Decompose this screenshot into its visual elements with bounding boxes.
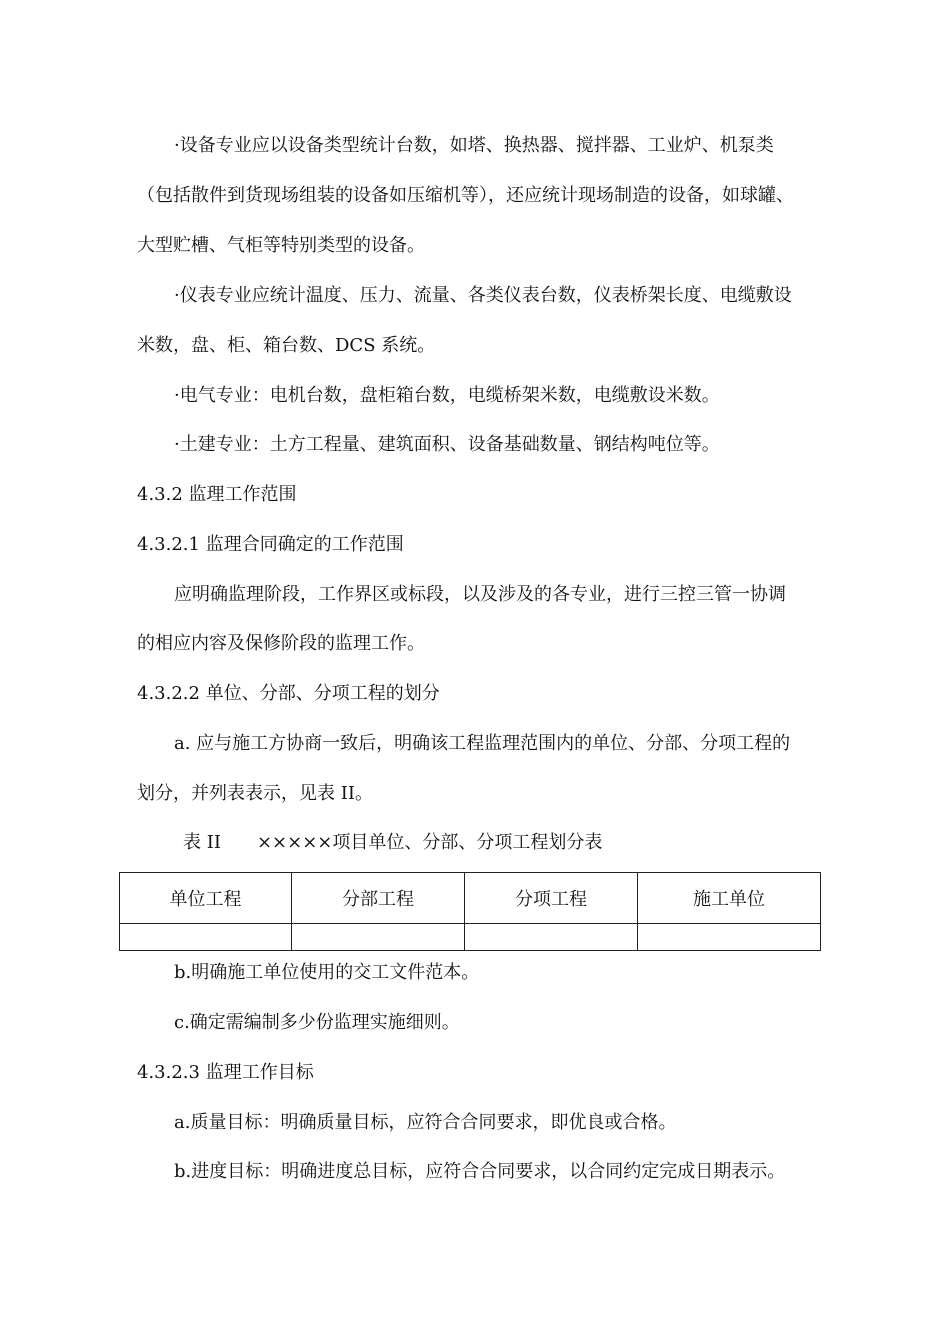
paragraph-instrument-line-1: ·仪表专业应统计温度、压力、流量、各类仪表台数，仪表桥架长度、电缆敷设 [174, 285, 792, 306]
heading-4-3-2-3: 4.3.2.3 监理工作目标 [137, 1062, 314, 1083]
paragraph-scope-line-2: 的相应内容及保修阶段的监理工作。 [137, 633, 425, 654]
heading-4-3-2-2: 4.3.2.2 单位、分部、分项工程的划分 [137, 683, 440, 704]
table-header-cell: 分项工程 [465, 873, 638, 924]
paragraph-electrical: ·电气专业：电机台数，盘柜箱台数，电缆桥架米数，电缆敷设米数。 [174, 385, 720, 406]
heading-4-3-2-1: 4.3.2.1 监理合同确定的工作范围 [137, 534, 404, 555]
paragraph-equipment-line-3: 大型贮槽、气柜等特别类型的设备。 [137, 235, 425, 256]
table-header-cell: 施工单位 [638, 873, 821, 924]
table-row [120, 924, 821, 951]
paragraph-civil: ·土建专业：土方工程量、建筑面积、设备基础数量、钢结构吨位等。 [174, 434, 720, 455]
table-cell [638, 924, 821, 951]
table-header-cell: 单位工程 [120, 873, 292, 924]
paragraph-handover-docs: b.明确施工单位使用的交工文件范本。 [174, 962, 480, 983]
paragraph-schedule-target: b.进度目标：明确进度总目标，应符合合同要求，以合同约定完成日期表示。 [174, 1161, 786, 1182]
paragraph-division-line-2: 划分，并列表表示，见表 II。 [137, 783, 373, 804]
table-cell [292, 924, 465, 951]
table-caption: 表 II ×××××项目单位、分部、分项工程划分表 [183, 832, 603, 853]
paragraph-quality-target: a.质量目标：明确质量目标，应符合合同要求，即优良或合格。 [174, 1112, 677, 1133]
division-table [119, 872, 821, 951]
paragraph-scope-line-1: 应明确监理阶段，工作界区或标段，以及涉及的各专业，进行三控三管一协调 [174, 584, 786, 605]
table-cell [120, 924, 292, 951]
paragraph-equipment-line-2: （包括散件到货现场组装的设备如压缩机等），还应统计现场制造的设备，如球罐、 [137, 185, 794, 206]
table-header-row [120, 873, 821, 924]
paragraph-equipment-line-1: ·设备专业应以设备类型统计台数，如塔、换热器、搅拌器、工业炉、机泵类 [174, 135, 774, 156]
heading-4-3-2: 4.3.2 监理工作范围 [137, 484, 297, 505]
paragraph-implementation-rules: c.确定需编制多少份监理实施细则。 [174, 1012, 460, 1033]
table-header-cell: 分部工程 [292, 873, 465, 924]
paragraph-instrument-line-2: 米数，盘、柜、箱台数、DCS 系统。 [137, 335, 436, 356]
paragraph-division-line-1: a. 应与施工方协商一致后，明确该工程监理范围内的单位、分部、分项工程的 [174, 733, 791, 754]
table-cell [465, 924, 638, 951]
